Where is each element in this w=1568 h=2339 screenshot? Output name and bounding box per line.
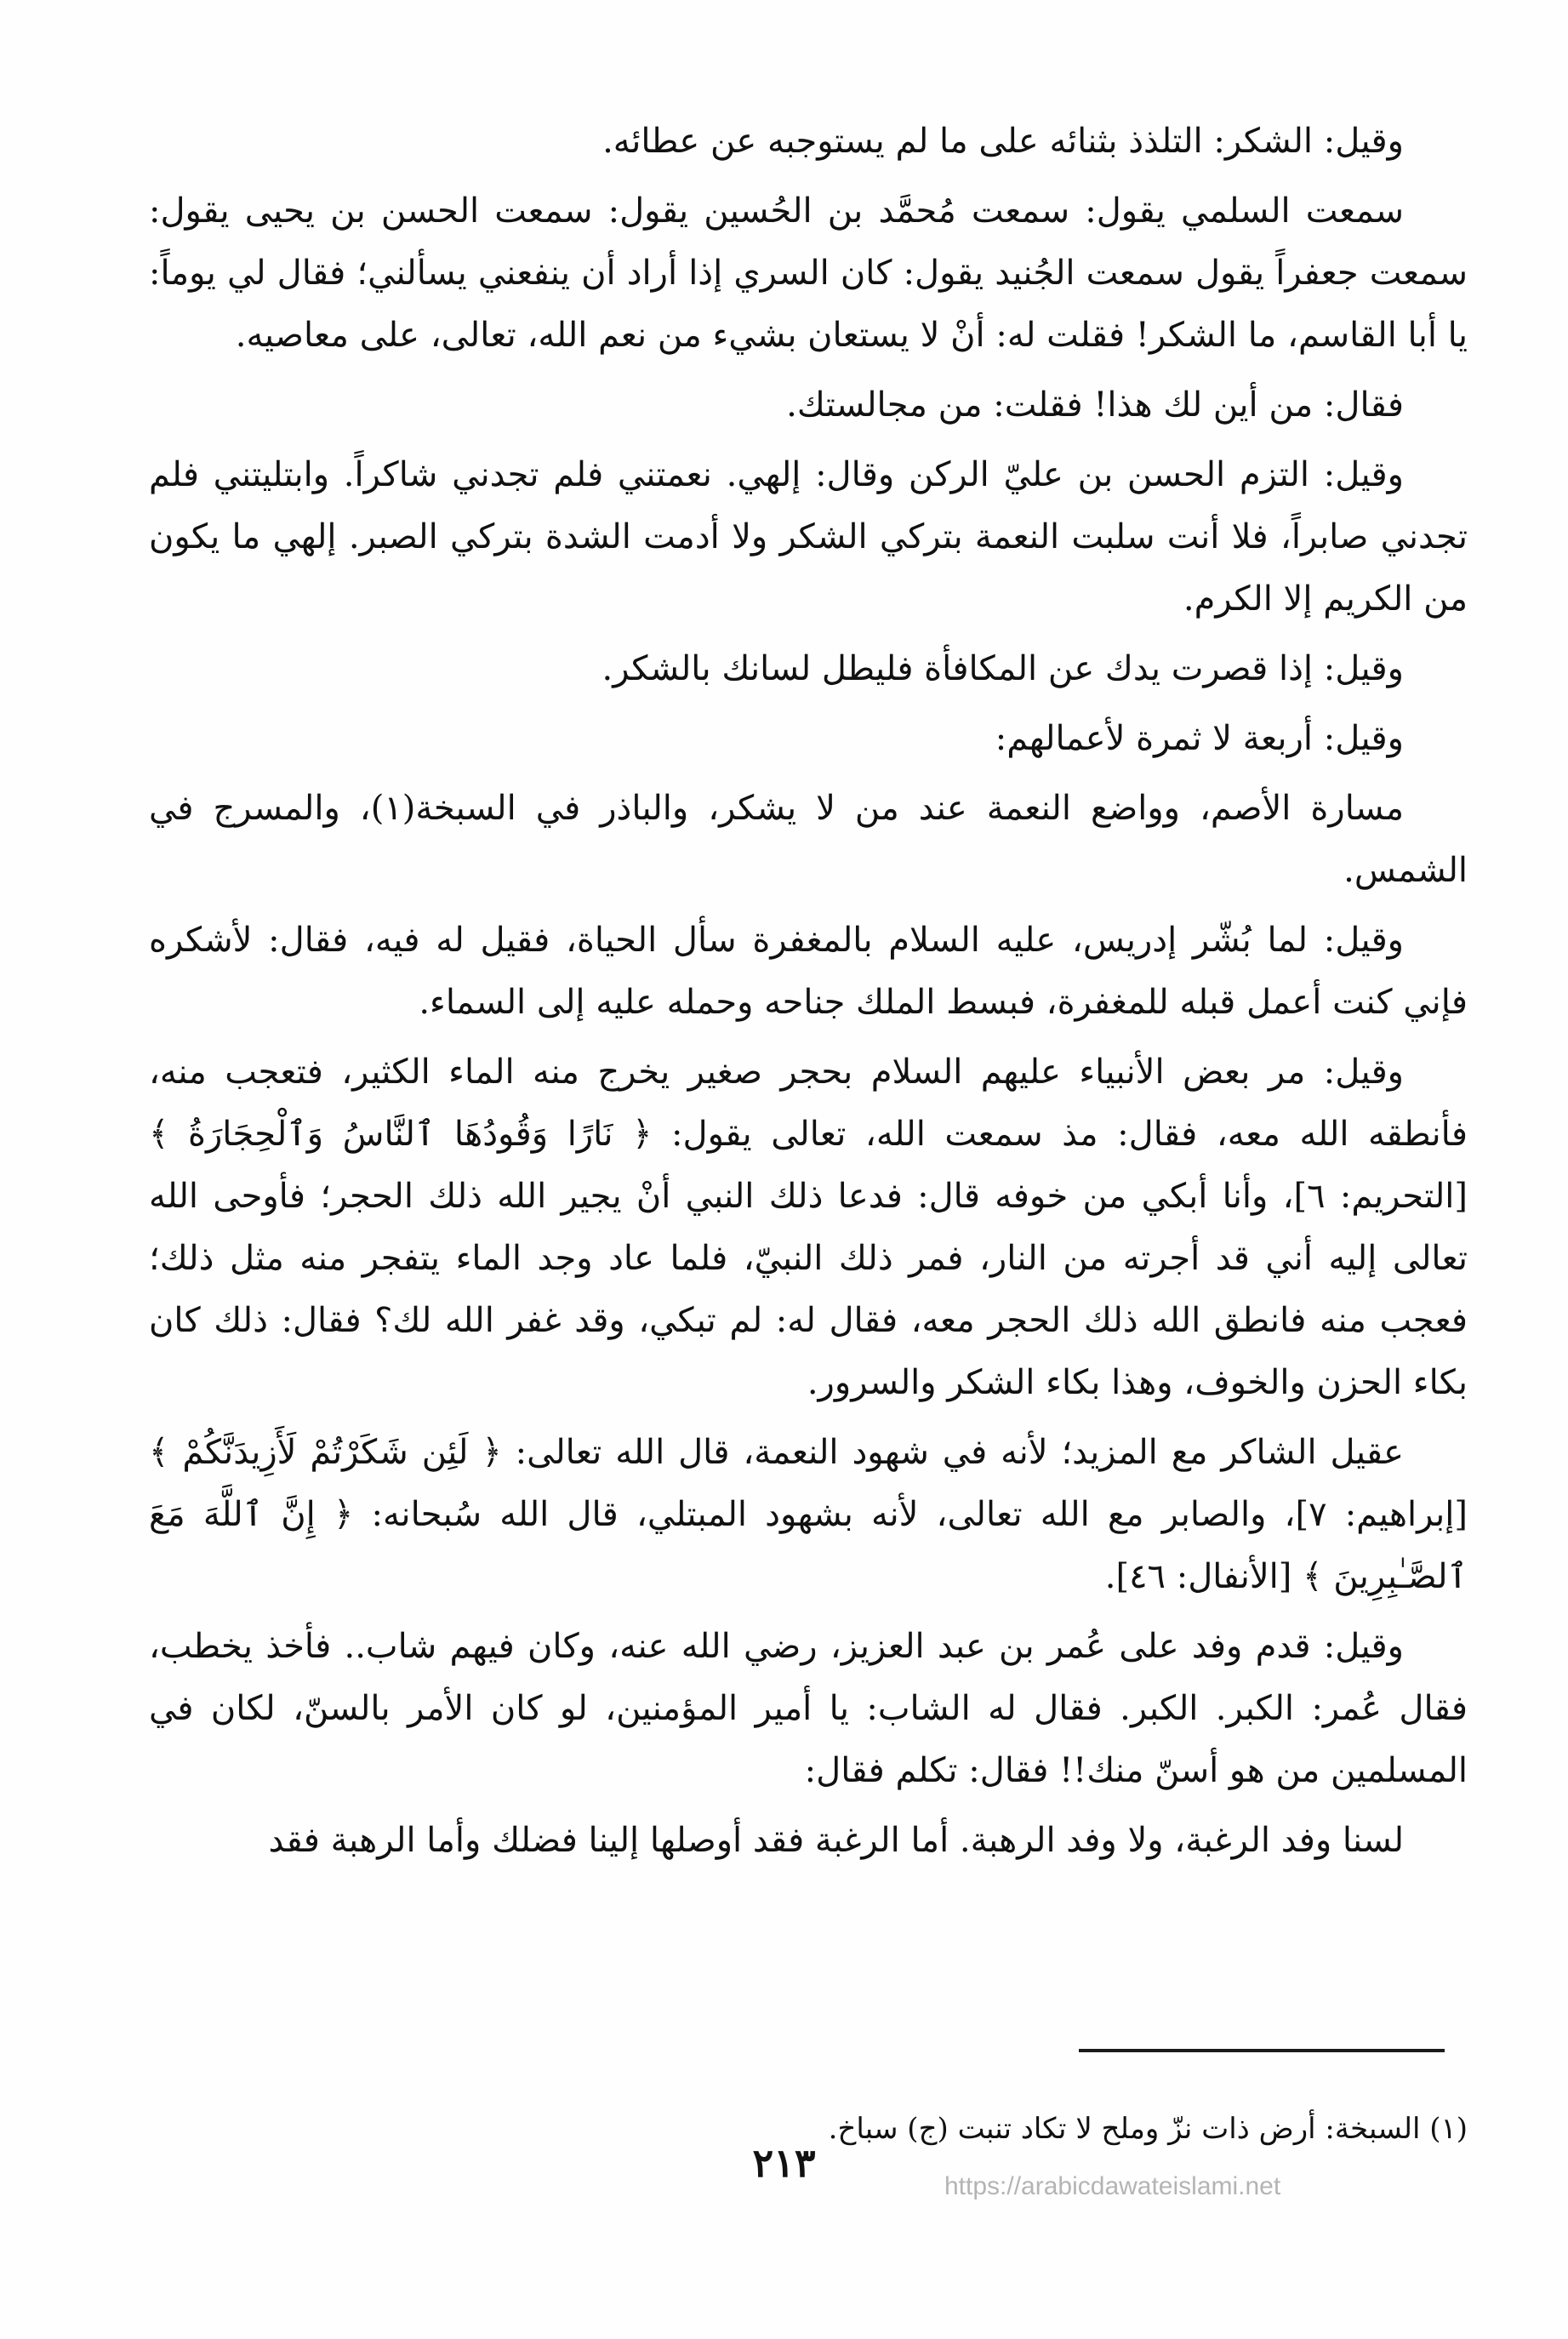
paragraph: سمعت السلمي يقول: سمعت مُحمَّد بن الحُسين يقول: سمعت الحسن بن يحيى يقول: سمعت جعفراً يقول سمعت الجُنيد يقول: كان السري إذا أراد أن ينفعني يسألني؛ فقال لي يوماً: يا أبا القاسم، ما الشكر! فقلت له: أنْ لا يستعان بشيء من نعم الله، تعالى، على معاصيه. xyxy=(149,191,1468,355)
footnote-divider xyxy=(1079,2049,1445,2052)
paragraph: وقيل: الشكر: التلذذ بثنائه على ما لم يستوجبه عن عطائه. xyxy=(602,122,1404,161)
paragraph: فقال: من أين لك هذا! فقلت: من مجالستك. xyxy=(786,385,1404,425)
main-text xyxy=(149,111,1468,1880)
paragraph: وقيل: مر بعض الأنبياء عليهم السلام بحجر صغير يخرج منه الماء الكثير، فتعجب منه، فأنطقه الله معه، فقال: مذ سمعت الله، تعالى يقول: ﴿ نَارًا وَقُودُهَا ٱلنَّاسُ وَٱلْحِجَارَةُ ﴾ [التحريم: ٦]، وأنا أبكي من خوفه قال: فدعا ذلك النبي أنْ يجير الله ذلك الحجر؛ فأوحى الله تعالى إليه أني قد أجرته من النار، فمر ذلك النبيّ، فلما عاد وجد الماء يتفجر منه مثل ذلك؛ فعجب منه فانطق الله ذلك الحجر معه، فقال له: لم تبكي، وقد غفر الله لك؟ فقال: ذلك كان بكاء الحزن والخوف، وهذا بكاء الشكر والسرور. xyxy=(149,1053,1468,1402)
paragraph: عقيل الشاكر مع المزيد؛ لأنه في شهود النعمة، قال الله تعالى: ﴿ لَئِن شَكَرْتُمْ لَأَزِيدَنَّكُمْ ﴾ [إبراهيم: ٧]، والصابر مع الله تعالى، لأنه بشهود المبتلي، قال الله سُبحانه: ﴿ إِنَّ ٱللَّهَ مَعَ ٱلصَّـٰبِرِينَ ﴾ [الأنفال: ٤٦]. xyxy=(149,1433,1468,1596)
paragraph: وقيل: أربعة لا ثمرة لأعمالهم: xyxy=(995,719,1404,758)
paragraph: وقيل: التزم الحسن بن عليّ الركن وقال: إلهي. نعمتني فلم تجدني شاكراً. وابتليتني فلم تجدني صابراً، فلا أنت سلبت النعمة بتركي الشكر ولا أدمت الشدة بتركي الصبر. إلهي ما يكون من الكريم إلا الكرم. xyxy=(149,455,1468,619)
paragraph: لسنا وفد الرغبة، ولا وفد الرهبة. أما الرغبة فقد أوصلها إلينا فضلك وأما الرهبة فقد xyxy=(268,1821,1404,1860)
footnote: (١) السبخة: أرض ذات نزّ وملح لا تكاد تنبت (ج) سباخ. xyxy=(828,2112,1468,2146)
paragraph: وقيل: لما بُشّر إدريس، عليه السلام بالمغفرة سأل الحياة، فقيل له فيه، فقال: لأشكره فإني كنت أعمل قبله للمغفرة، فبسط الملك جناحه وحمله عليه إلى السماء. xyxy=(149,921,1468,1022)
watermark-url: https://arabicdawateislami.net xyxy=(944,2172,1281,2200)
page-number: ٢١٣ xyxy=(752,2140,816,2186)
paragraph: وقيل: قدم وفد على عُمر بن عبد العزيز، رضي الله عنه، وكان فيهم شاب.. فأخذ يخطب، فقال عُمر: الكبر. الكبر. فقال له الشاب: يا أمير المؤمنين، لو كان الأمر بالسنّ، لكان في المسلمين من هو أسنّ منك!! فقال: تكلم فقال: xyxy=(149,1627,1468,1790)
paragraph: وقيل: إذا قصرت يدك عن المكافأة فليطل لسانك بالشكر. xyxy=(602,649,1404,688)
paragraph: مسارة الأصم، وواضع النعمة عند من لا يشكر، والباذر في السبخة(١)، والمسرج في الشمس. xyxy=(149,789,1468,890)
